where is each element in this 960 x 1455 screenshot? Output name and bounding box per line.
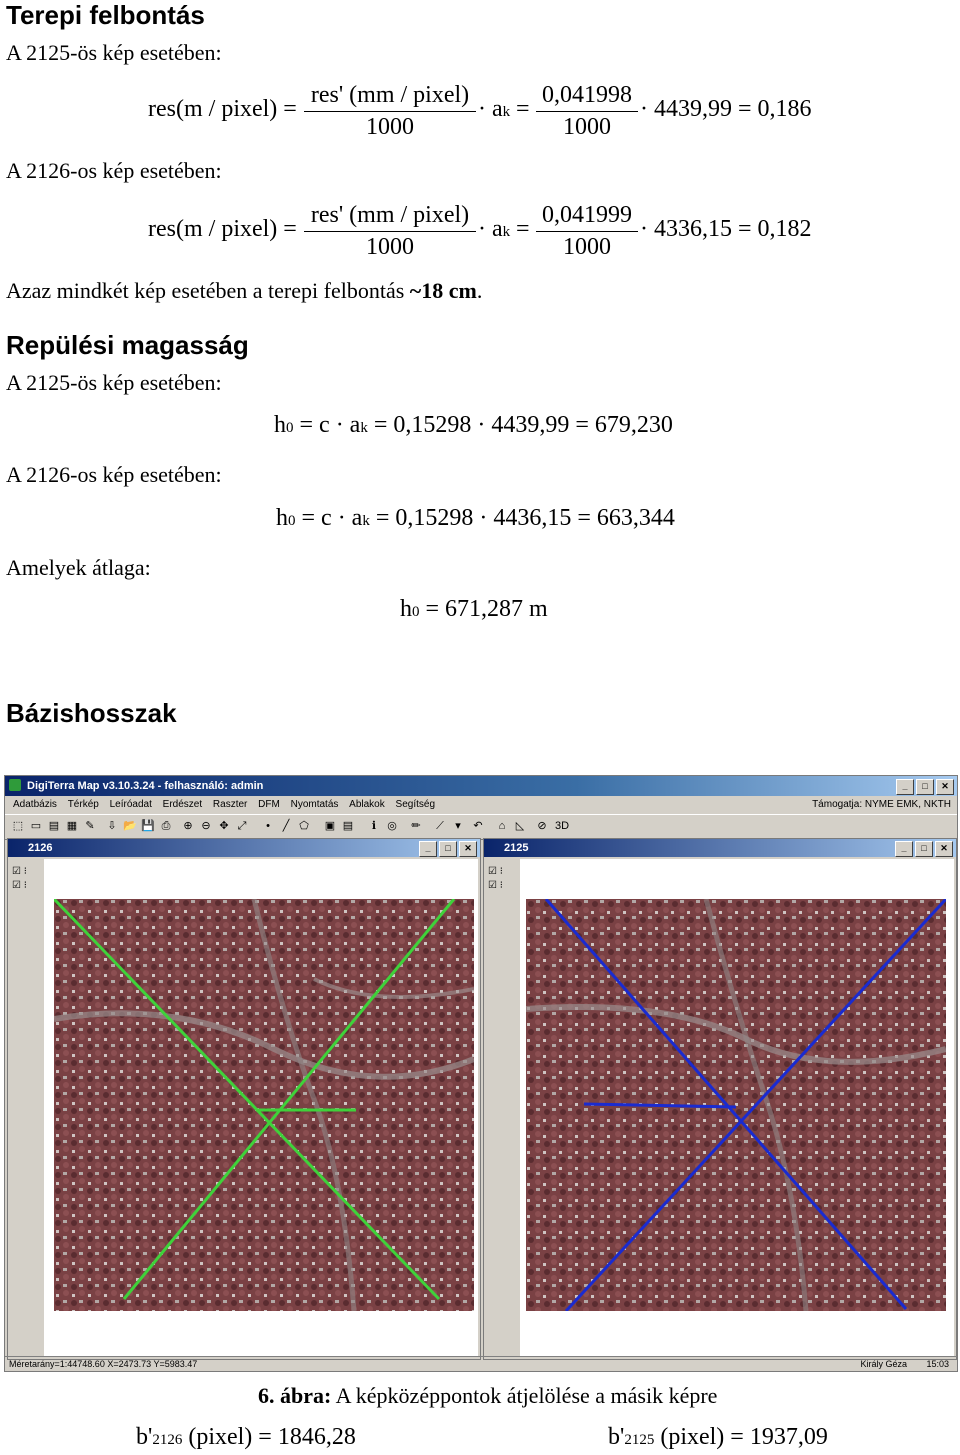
dropdown-chevron-icon[interactable]: ▾ <box>455 820 461 832</box>
b-symbol: b' <box>608 1424 625 1450</box>
app-title: DigiTerra Map v3.10.3.24 - felhasználó: admin <box>27 780 264 792</box>
eq1-value-numerator: 0,041998 <box>536 82 638 112</box>
menu-item-adatbazis[interactable]: Adatbázis <box>13 799 57 810</box>
altitude-average-tail: = 671,287 m <box>425 596 548 622</box>
child-window-controls <box>895 841 953 857</box>
baseline-2126-result <box>136 1424 356 1451</box>
resolution-conclusion <box>6 278 482 304</box>
layers-icon[interactable]: ▤ <box>48 820 60 832</box>
ak-subscript: k <box>502 104 511 120</box>
baseline-2125-result <box>608 1424 828 1451</box>
aerial-image-2125 <box>526 899 946 1311</box>
eq2-value-denominator: 1000 <box>563 234 611 260</box>
status-user: Király Géza <box>860 1359 907 1369</box>
layer-checkbox[interactable]: ☑ ⁝ <box>488 880 503 891</box>
altitude-eq2 <box>276 505 675 532</box>
close-button[interactable]: ✕ <box>936 779 954 795</box>
app-logo-icon <box>9 779 21 791</box>
figure-caption <box>258 1383 717 1409</box>
import-icon[interactable]: ⇩ <box>107 820 117 832</box>
line-tool-icon[interactable]: ╱ <box>282 820 290 832</box>
eq2-tail: · 4336,15 = 0,182 <box>640 216 812 242</box>
measure-icon[interactable]: ⟋ <box>436 820 444 832</box>
attribute-icon[interactable]: ▤ <box>342 820 354 832</box>
app-screenshot <box>4 775 958 1372</box>
h-symbol: h <box>276 505 288 531</box>
window-2125 <box>483 838 957 1360</box>
map-canvas-2126[interactable] <box>44 859 478 1357</box>
window-2126-titlebar <box>8 839 480 857</box>
h-subscript: 0 <box>412 604 420 620</box>
map-canvas-2125[interactable] <box>520 859 954 1357</box>
eq1-value-denominator: 1000 <box>563 114 611 140</box>
zoom-out-icon[interactable]: ⊖ <box>201 820 211 832</box>
case-2126-label: A 2126-os kép esetében: <box>6 158 222 183</box>
layer-checkbox[interactable]: ☑ ⁝ <box>12 880 27 891</box>
close-button[interactable]: ✕ <box>459 841 477 857</box>
app-titlebar <box>5 776 957 796</box>
eq1-ak <box>478 96 510 123</box>
h-subscript: 0 <box>288 513 296 529</box>
caption-text: A képközéppontok átjelölése a másik képre <box>331 1383 718 1408</box>
h-symbol: h <box>400 596 412 622</box>
table-icon[interactable]: ▦ <box>66 820 78 832</box>
altitude-case-2125: A 2125-ös kép esetében: <box>6 370 222 395</box>
eq2-frac-denominator: 1000 <box>366 234 414 260</box>
aerial-image-2126 <box>54 899 474 1311</box>
conclusion-period: . <box>476 278 483 303</box>
pan-icon[interactable]: ✥ <box>219 820 229 832</box>
c-ak: = c · a <box>301 505 363 531</box>
info-icon[interactable]: ℹ <box>371 820 377 832</box>
menu-item-erdeszet[interactable]: Erdészet <box>162 799 203 810</box>
eq1-equals: = <box>516 96 530 122</box>
save-icon[interactable]: 💾 <box>141 820 155 832</box>
layer-checkbox[interactable]: ☑ ⁝ <box>488 866 503 877</box>
k-subscript: k <box>360 420 368 436</box>
altitude-average-eq <box>400 596 548 623</box>
window-2126-title: 2126 <box>28 842 53 854</box>
maximize-button[interactable]: □ <box>915 841 933 857</box>
child-window-controls <box>419 841 477 857</box>
caption-label: 6. ábra: <box>258 1383 332 1408</box>
h-symbol: h <box>274 412 286 438</box>
point-tool-icon[interactable]: • <box>266 820 270 832</box>
altitude-eq1 <box>274 412 673 439</box>
polygon-tool-icon[interactable]: ⬠ <box>299 820 309 832</box>
print-icon[interactable]: ⎙ <box>161 820 171 832</box>
section-title-baselines: Bázishosszak <box>6 698 177 728</box>
rect-tool-icon[interactable]: ▭ <box>30 820 42 832</box>
eq2-lhs: res(m / pixel) = <box>148 216 297 242</box>
window-2126 <box>7 838 481 1360</box>
eq2-ak <box>478 216 510 243</box>
edit-icon[interactable]: ✎ <box>85 820 95 832</box>
toolbar <box>5 814 957 840</box>
c-ak: = c · a <box>299 412 361 438</box>
case-2125-label: A 2125-ös kép esetében: <box>6 40 222 65</box>
section-title-altitude: Repülési magasság <box>6 330 249 360</box>
eq1-tail: · 4439,99 = 0,186 <box>640 96 812 122</box>
menu-item-segitseg[interactable]: Segítség <box>395 799 436 810</box>
status-scale-coords: Méretarány=1:44748.60 X=2473.73 Y=5983.47 <box>9 1359 198 1369</box>
select-tool-icon[interactable]: ⬚ <box>12 820 24 832</box>
minimize-button[interactable]: _ <box>419 841 437 857</box>
average-label: Amelyek átlaga: <box>6 555 151 580</box>
section-title-resolution: Terepi felbontás <box>6 0 205 30</box>
angle-icon[interactable]: ◺ <box>515 820 525 832</box>
altitude-eq2-tail: = 0,15298 · 4436,15 = 663,344 <box>375 505 675 531</box>
zoom-extent-icon[interactable]: ⤢ <box>237 820 247 832</box>
undo-icon[interactable]: ↶ <box>473 820 483 832</box>
menu-item-raszter[interactable]: Raszter <box>212 799 248 810</box>
binoculars-icon[interactable]: ◎ <box>387 820 397 832</box>
minimize-button[interactable]: _ <box>896 779 914 795</box>
b-2126-value: (pixel) = 1846,28 <box>188 1424 356 1450</box>
altitude-case-2126: A 2126-os kép esetében: <box>6 462 222 487</box>
layer-checkbox[interactable]: ☑ ⁝ <box>12 866 27 877</box>
ak-symbol: · a <box>478 96 503 122</box>
menu-item-nyomtatas[interactable]: Nyomtatás <box>290 799 339 810</box>
b-2125-value: (pixel) = 1937,09 <box>660 1424 828 1450</box>
pencil-icon[interactable]: ✏ <box>411 820 421 832</box>
eq1-frac-denominator: 1000 <box>366 114 414 140</box>
menu-item-leiroadat[interactable]: Leíróadat <box>109 799 152 810</box>
no-entry-icon[interactable]: ⊘ <box>537 820 547 832</box>
eq2-frac-numerator: res' (mm / pixel) <box>304 202 476 232</box>
support-text: Támogatja: NYME EMK, NKTH <box>812 799 951 810</box>
zoom-in-icon[interactable]: ⊕ <box>183 820 193 832</box>
b-symbol: b' <box>136 1424 153 1450</box>
eq1-lhs: res(m / pixel) = <box>148 96 297 122</box>
tag-icon[interactable]: ⌂ <box>498 820 506 832</box>
menu-item-terkep[interactable]: Térkép <box>67 799 99 810</box>
ak-subscript: k <box>502 224 511 240</box>
open-icon[interactable]: 📂 <box>123 820 137 832</box>
3d-icon[interactable]: 3D <box>555 820 570 832</box>
b-2125-subscript: 2125 <box>624 1432 655 1448</box>
maximize-button[interactable]: □ <box>439 841 457 857</box>
close-button[interactable]: ✕ <box>935 841 953 857</box>
k-subscript: k <box>362 513 370 529</box>
menu-item-ablakok[interactable]: Ablakok <box>349 799 385 810</box>
database-icon[interactable]: ▣ <box>324 820 336 832</box>
eq1-fraction-left <box>304 82 476 141</box>
window-2125-titlebar <box>484 839 956 857</box>
layer-checkboxes <box>12 865 27 893</box>
conclusion-text: Azaz mindkét kép esetében a terepi felbontás <box>6 278 410 303</box>
window-2125-title: 2125 <box>504 842 529 854</box>
eq1-frac-numerator: res' (mm / pixel) <box>304 82 476 112</box>
eq2-fraction-left <box>304 202 476 261</box>
status-time: 15:03 <box>926 1359 949 1369</box>
layer-checkboxes <box>488 865 503 893</box>
window-controls <box>896 779 954 795</box>
h-subscript: 0 <box>286 420 294 436</box>
altitude-eq1-tail: = 0,15298 · 4439,99 = 679,230 <box>373 412 673 438</box>
minimize-button[interactable]: _ <box>895 841 913 857</box>
eq2-equals: = <box>516 216 530 242</box>
eq1-fraction-right <box>536 82 638 141</box>
conclusion-value: ~18 cm <box>409 278 477 303</box>
ak-symbol: · a <box>478 216 503 242</box>
maximize-button[interactable]: □ <box>916 779 934 795</box>
status-bar <box>5 1356 957 1371</box>
eq2-fraction-right <box>536 202 638 261</box>
eq2-value-numerator: 0,041999 <box>536 202 638 232</box>
b-2126-subscript: 2126 <box>152 1432 183 1448</box>
menu-item-dfm[interactable]: DFM <box>258 799 280 810</box>
